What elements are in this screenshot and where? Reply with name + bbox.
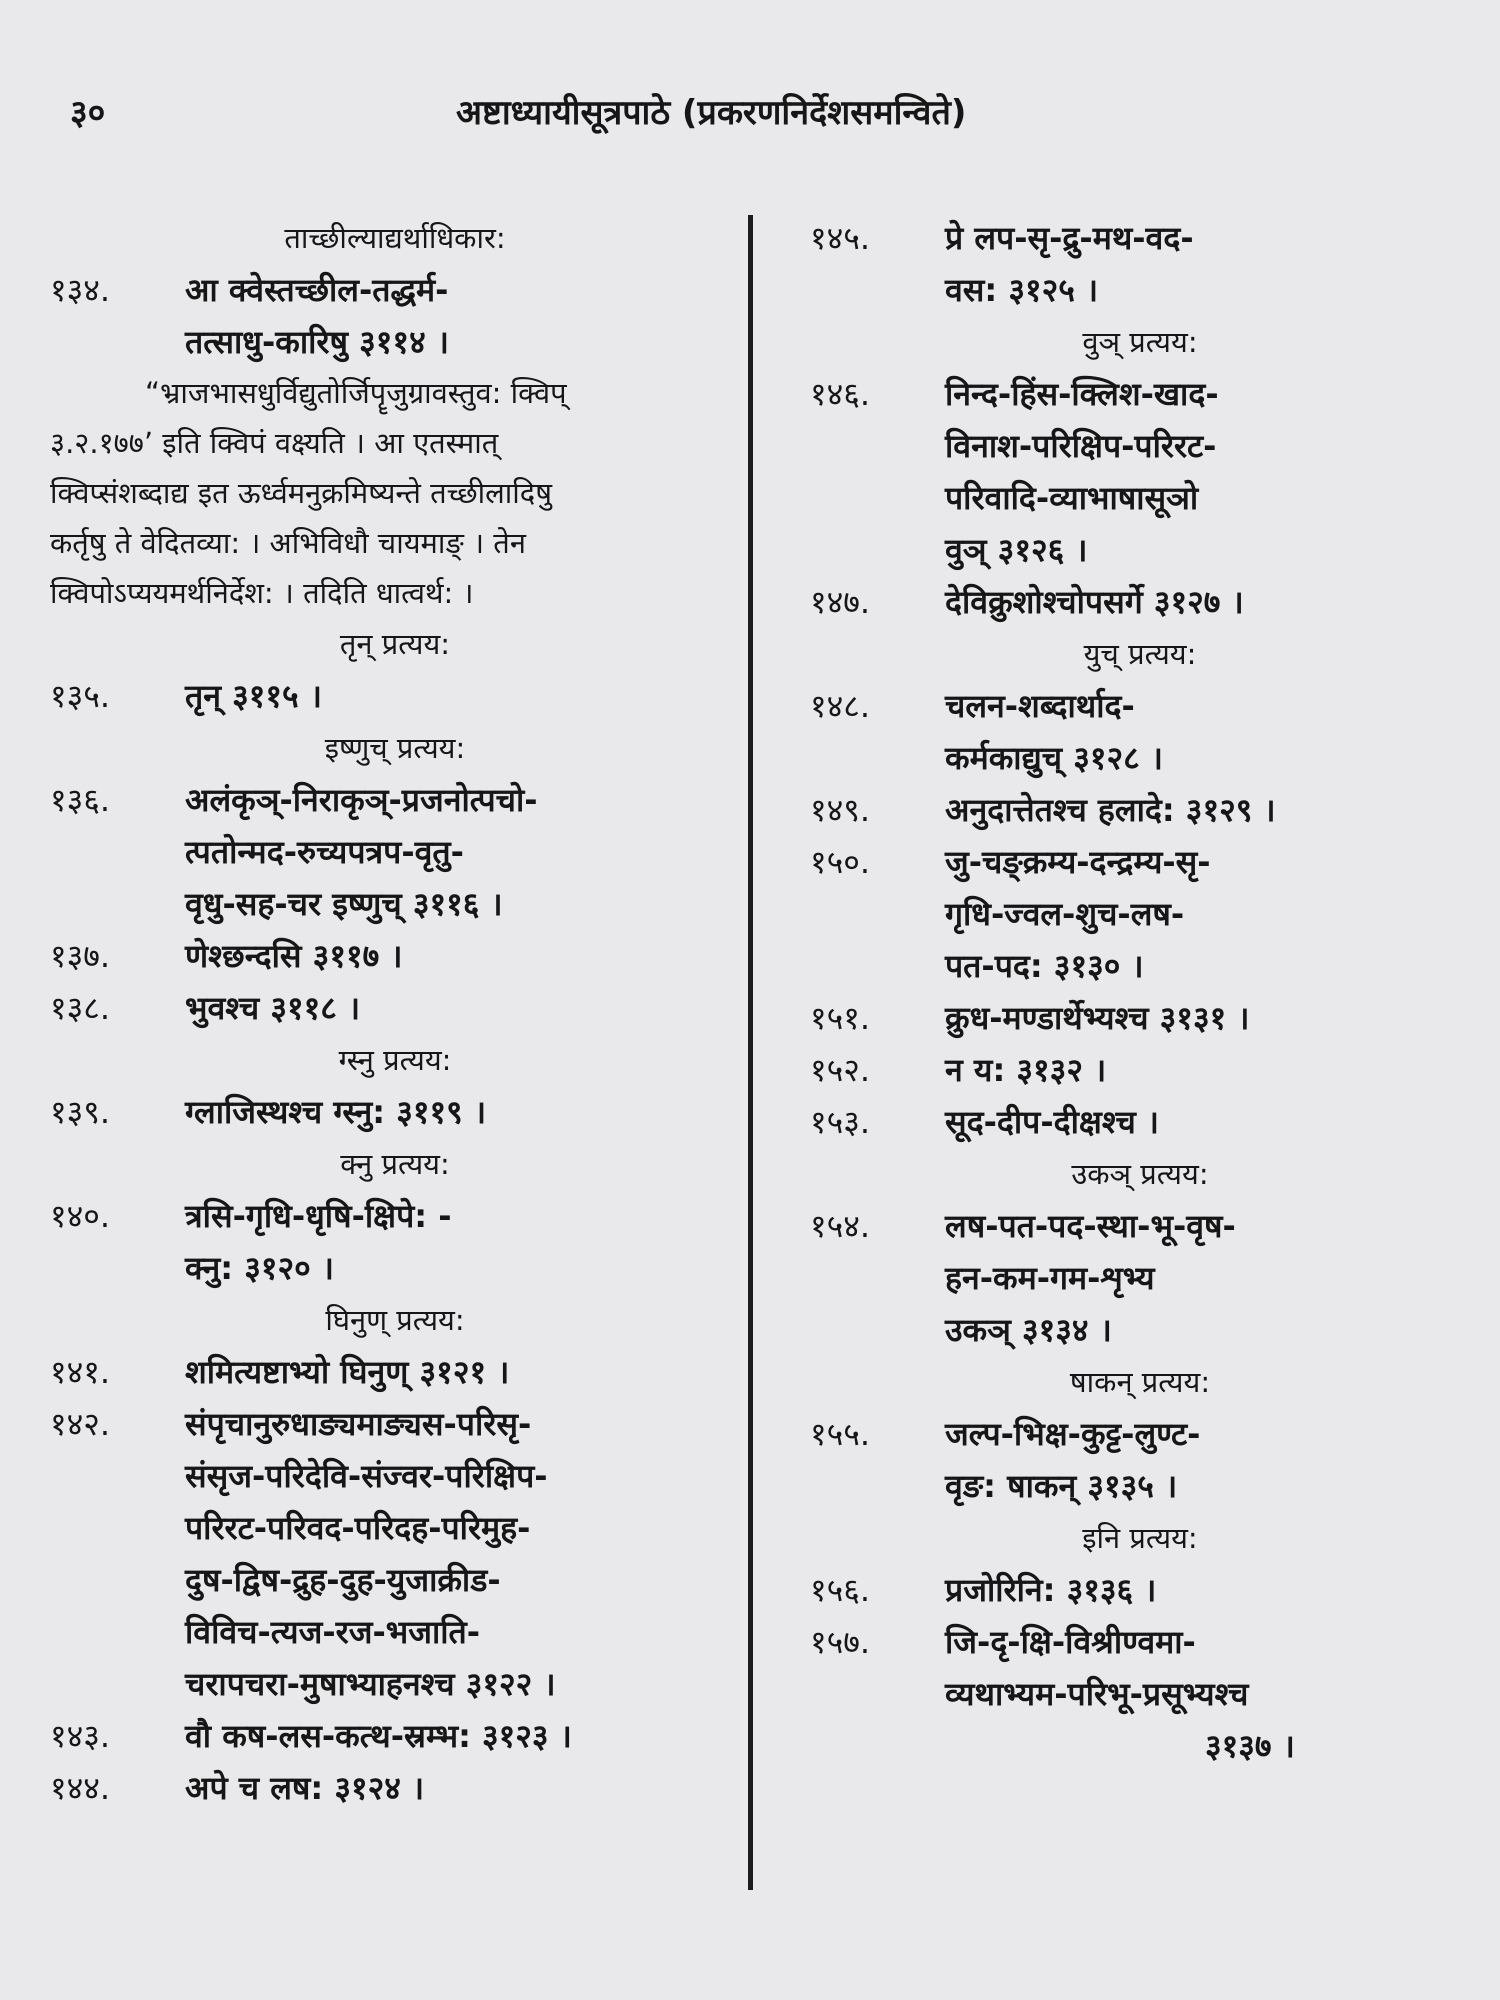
sutra-145 <box>810 212 1470 316</box>
commentary-line: क्विप्संशब्दाद्य इत ऊर्ध्वमनुक्रमिष्यन्ते तच्छीलादिषु <box>50 476 552 510</box>
sutra-143 <box>50 1710 740 1762</box>
sutra-139 <box>50 1086 740 1138</box>
sutra-number: १४६. <box>810 375 871 413</box>
sutra-149 <box>810 784 1470 836</box>
sutra-line: वृधु-सह-चर इष्णुच् ३११६ । <box>185 885 503 923</box>
sutra-154 <box>810 1200 1470 1356</box>
sutra-141 <box>50 1346 740 1398</box>
sutra-line: पत-पद: ३१३० । <box>945 947 1144 985</box>
column-divider <box>748 215 753 1890</box>
sutra-156 <box>810 1564 1470 1616</box>
section-heading: क्नु प्रत्यय: <box>340 1147 450 1181</box>
sutra-line: प्रजोरिनि: ३१३६ । <box>945 1571 1157 1609</box>
commentary <box>50 368 740 618</box>
sutra-number: १३५. <box>50 677 111 715</box>
sutra-number: १५५. <box>810 1415 871 1453</box>
sutra-number: १४९. <box>810 791 871 829</box>
sutra-number: १४१. <box>50 1353 111 1391</box>
section-heading: युच् प्रत्यय: <box>1083 637 1197 671</box>
sutra-line: संसृज-परिदेवि-संज्वर-परिक्षिप- <box>185 1457 548 1495</box>
sutra-line: त्रसि-गृधि-धृषि-क्षिपे: - <box>185 1197 452 1235</box>
sutra-line: चलन-शब्दार्थाद- <box>945 687 1135 725</box>
sutra-number: १३६. <box>50 781 111 819</box>
sutra-number: १५१. <box>810 999 871 1037</box>
sutra-line: देविक्रुशोश्चोपसर्गे ३१२७ । <box>945 583 1244 621</box>
section-heading: तृन् प्रत्यय: <box>339 627 451 661</box>
sutra-line: गृधि-ज्वल-शुच-लष- <box>945 895 1185 933</box>
sutra-line: लष-पत-पद-स्था-भू-वृष- <box>945 1207 1236 1245</box>
sutra-line: त्पतोन्मद-रुच्यपत्रप-वृतु- <box>185 833 464 871</box>
sutra-line: अनुदात्तेतश्च हलादे: ३१२९ । <box>945 791 1276 829</box>
sutra-line: विनाश-परिक्षिप-परिरट- <box>945 427 1217 465</box>
sutra-138 <box>50 982 740 1034</box>
left-column <box>50 212 740 1814</box>
section-heading: ग्स्नु प्रत्यय: <box>338 1043 452 1077</box>
sutra-line: न य: ३१३२ । <box>945 1051 1107 1089</box>
sutra-line: वस: ३१२५ । <box>945 271 1099 309</box>
commentary-line: क्विपोऽप्ययमर्थनिर्देश: । तदिति धात्वर्थ: । <box>50 576 474 610</box>
sutra-number: १४७. <box>810 583 871 621</box>
sutra-line: उकञ् ३१३४ । <box>945 1311 1112 1349</box>
sutra-line: शमित्यष्टाभ्यो घिनुण् ३१२१ । <box>185 1353 510 1391</box>
sutra-number: १५२. <box>810 1051 871 1089</box>
sutra-line: तत्साधु-कारिषु ३११४ । <box>185 323 449 361</box>
sutra-142 <box>50 1398 740 1710</box>
sutra-number: १४८. <box>810 687 871 725</box>
sutra-line: जि-दृ-क्षि-विश्रीण्वमा- <box>945 1623 1196 1661</box>
sutra-number: १३७. <box>50 937 111 975</box>
commentary-line: ३.२.१७७’ इति क्विपं वक्ष्यति । आ एतस्मात् <box>50 426 499 460</box>
sutra-line: हन-कम-गम-शृभ्य <box>945 1259 1155 1297</box>
section-heading: इनि प्रत्यय: <box>1082 1521 1198 1555</box>
sutra-line: चरापचरा-मुषाभ्याहनश्च ३१२२ । <box>185 1665 556 1703</box>
sutra-150 <box>810 836 1470 992</box>
sutra-153 <box>810 1096 1470 1148</box>
sutra-line: क्रुध-मण्डार्थेभ्यश्च ३१३१ । <box>945 999 1250 1037</box>
sutra-line: जल्प-भिक्ष-कुट्ट-लुण्ट- <box>945 1415 1201 1453</box>
section-heading: ताच्छील्याद्यर्थाधिकार: <box>284 221 506 255</box>
sutra-147 <box>810 576 1470 628</box>
sutra-line: व्यथाभ्यम-परिभू-प्रसूभ्यश्च <box>945 1675 1249 1713</box>
sutra-line: परिरट-परिवद-परिदह-परिमुह- <box>185 1509 531 1547</box>
sutra-line: सूद-दीप-दीक्षश्च । <box>945 1103 1160 1141</box>
sutra-146 <box>810 368 1470 576</box>
sutra-line: दुष-द्विष-द्रुह-दुह-युजाक्रीड- <box>185 1561 501 1599</box>
sutra-line: कर्मकाद्युच् ३१२८ । <box>945 739 1164 777</box>
sutra-line: अपे च लष: ३१२४ । <box>185 1769 425 1807</box>
sutra-number: १३९. <box>50 1093 111 1131</box>
sutra-line: संपृचानुरुधाङ्यमाङ्यस-परिसृ- <box>185 1405 532 1443</box>
sutra-line: जु-चङ्क्रम्य-दन्द्रम्य-सृ- <box>945 843 1211 881</box>
commentary-line: “भ्राजभासधुर्विद्युतोर्जिपॄजुग्रावस्तुव: क्विप् <box>145 376 567 410</box>
section-heading: उकञ् प्रत्यय: <box>1071 1157 1209 1191</box>
sutra-number: १४३. <box>50 1717 111 1755</box>
sutra-number: १५६. <box>810 1571 871 1609</box>
sutra-number: १४०. <box>50 1197 111 1235</box>
sutra-157 <box>810 1616 1470 1772</box>
sutra-line: निन्द-हिंस-क्लिश-खाद- <box>945 375 1219 413</box>
sutra-line: ग्लाजिस्थश्च ग्स्नु: ३११९ । <box>185 1093 487 1131</box>
sutra-number: १४२. <box>50 1405 111 1443</box>
sutra-line: अलंकृञ्-निराकृञ्-प्रजनोत्पचो- <box>185 781 538 819</box>
sutra-155 <box>810 1408 1470 1512</box>
sutra-line: विविच-त्यज-रज-भजाति- <box>185 1613 481 1651</box>
sutra-number: १४४. <box>50 1769 111 1807</box>
sutra-134 <box>50 264 740 368</box>
sutra-136 <box>50 774 740 930</box>
sutra-148 <box>810 680 1470 784</box>
sutra-line: आ क्वेस्तच्छील-तद्धर्म- <box>185 271 449 309</box>
sutra-number: १५४. <box>810 1207 871 1245</box>
sutra-line: ३१३७ । <box>1205 1727 1295 1765</box>
sutra-number: १५०. <box>810 843 871 881</box>
sutra-number: १३४. <box>50 271 111 309</box>
sutra-151 <box>810 992 1470 1044</box>
sutra-number: १५७. <box>810 1623 871 1661</box>
page-title: अष्टाध्यायीसूत्रपाठे (प्रकरणनिर्देशसमन्विते) <box>456 93 967 133</box>
section-heading: वुञ् प्रत्यय: <box>1082 325 1198 359</box>
sutra-line: वृङ: षाकन् ३१३५ । <box>945 1467 1178 1505</box>
sutra-137 <box>50 930 740 982</box>
sutra-number: १३८. <box>50 989 111 1027</box>
right-column <box>810 212 1470 1772</box>
sutra-line: क्नु: ३१२० । <box>185 1249 335 1287</box>
section-heading: षाकन् प्रत्यय: <box>1069 1365 1211 1399</box>
sutra-number: १४५. <box>810 219 871 257</box>
sutra-135 <box>50 670 740 722</box>
sutra-line: वौ कष-लस-कत्थ-स्रम्भ: ३१२३ । <box>185 1717 572 1755</box>
sutra-line: णेश्छन्दसि ३११७ । <box>185 937 403 975</box>
page-number: ३० <box>70 93 106 133</box>
sutra-152 <box>810 1044 1470 1096</box>
page-header <box>0 88 1500 138</box>
sutra-line: तृन् ३११५ । <box>185 677 322 715</box>
section-heading: इष्णुच् प्रत्यय: <box>324 731 466 765</box>
commentary-line: कर्तृषु ते वेदितव्या: । अभिविधौ चायमाङ् । तेन <box>50 526 526 560</box>
sutra-number: १५३. <box>810 1103 871 1141</box>
sutra-line: वुञ् ३१२६ । <box>945 531 1088 569</box>
sutra-line: भुवश्च ३११८ । <box>185 989 361 1027</box>
sutra-140 <box>50 1190 740 1294</box>
sutra-144 <box>50 1762 740 1814</box>
section-heading: घिनुण् प्रत्यय: <box>325 1303 465 1337</box>
sutra-line: प्रे लप-सृ-द्रु-मथ-वद- <box>945 219 1194 257</box>
sutra-line: परिवादि-व्याभाषासूञो <box>945 479 1199 517</box>
